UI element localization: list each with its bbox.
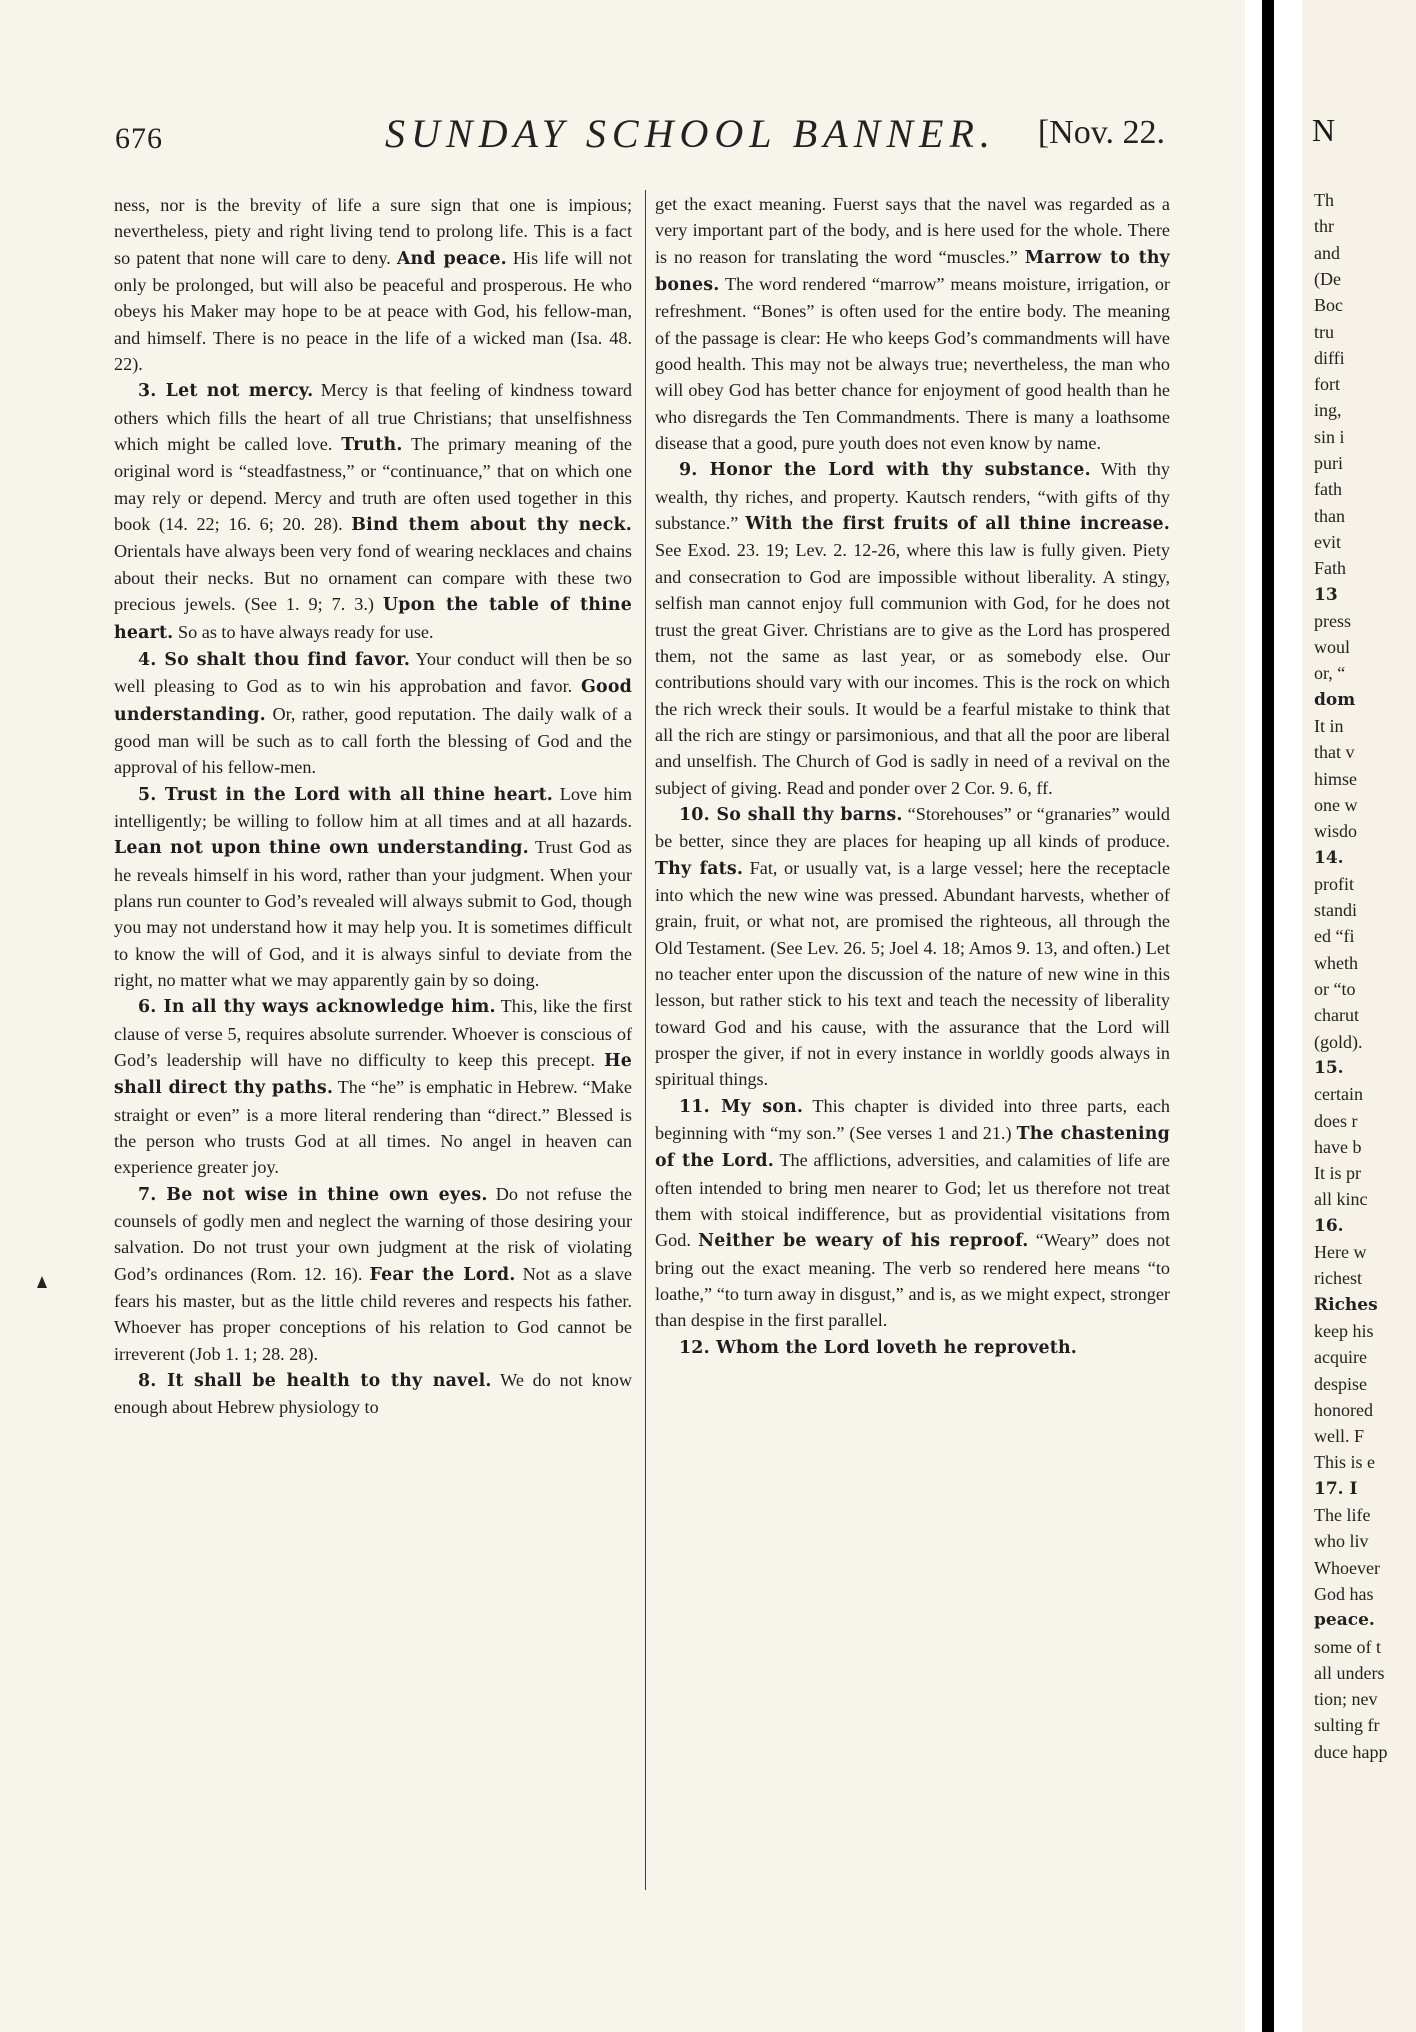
facing-page-line: 13	[1314, 584, 1338, 605]
facing-page-line: sin i	[1314, 426, 1345, 447]
verse-heading: Neither be weary of his reproof.	[698, 1231, 1029, 1252]
commentary-text: ness, nor is the brevity of life a sure sign that one is impious; nevertheless, piety and right living tend to prolong life. This is a fact so patent that none will care to deny.	[114, 195, 632, 268]
commentary-text: Fat, or usually vat, is a large vessel; here the receptacle into which the new wine was pressed. Abundant harvests, whether of grain, fruit, or what not, are promised the righteous, all through the Old Testament. (See Lev. 26. 5; Joel 4. 18; Amos 9. 13, and often.) Let no teacher enter upon the discussion of the nature of new wine in this lesson, but rather stick to his text and teach the necessity of liberality toward God and his cause, with the assurance that the Lord will prosper the giver, if not in every instance in worldly goods always in spiritual things.	[655, 857, 1171, 1090]
verse-heading: Bind them about thy neck.	[351, 515, 632, 536]
right-column-paragraph	[655, 456, 1170, 800]
facing-page-line: (gold).	[1314, 1031, 1363, 1052]
facing-page-line: keep his	[1314, 1320, 1374, 1341]
issue-date: [Nov. 22.	[1037, 114, 1165, 151]
facing-page-line: The life	[1314, 1505, 1371, 1525]
commentary-text: get the exact meaning. Fuerst says that the navel was regarded as a very important part of the body, and is here used for the whole. There is no reason for translating the word “muscles.”	[655, 194, 1170, 267]
facing-page-line: or, “	[1314, 663, 1346, 684]
facing-page-line: Riches	[1314, 1294, 1378, 1315]
facing-page-line: does r	[1314, 1110, 1358, 1131]
commentary-text: Do not refuse the counsels of godly men and neglect the warning of those desiring your salvation. Do not trust your own judgment at the risk of violating God’s ordinances (Rom. 12. 16).	[114, 1183, 632, 1284]
verse-heading: The chastening of the Lord.	[655, 1124, 1171, 1172]
facing-page-line: duce happ	[1314, 1741, 1388, 1762]
verse-heading: With the first fruits of all thine increase.	[745, 514, 1170, 535]
verse-heading: He shall direct thy paths.	[114, 1051, 632, 1099]
facing-page-line: charut	[1314, 1005, 1359, 1026]
facing-page-line: himse	[1314, 768, 1357, 789]
page-number: 676	[115, 122, 163, 155]
commentary-text: “Weary” does not bring out the exact meaning. The verb so rendered here means “to loathe,” “to turn away in disgust,” and is, as we might expect, stronger than despise in the first parallel.	[655, 1230, 1170, 1331]
facing-page-line: or “to	[1314, 979, 1356, 999]
left-column-paragraph	[114, 1181, 632, 1367]
facing-page-line: wisdo	[1314, 821, 1358, 842]
facing-page-line: evit	[1314, 531, 1341, 552]
facing-page-line: and	[1314, 242, 1340, 263]
facing-page-line: This is e	[1314, 1452, 1375, 1473]
margin-mark-icon	[37, 1276, 47, 1288]
facing-page-line: woul	[1314, 637, 1350, 658]
commentary-text: “Storehouses” or “granaries” would be better, since they are places for heaping up all kinds of produce.	[655, 803, 1170, 852]
facing-page-line: standi	[1314, 900, 1357, 921]
facing-page-line: despise	[1314, 1373, 1367, 1394]
facing-page-line: wheth	[1314, 952, 1358, 973]
facing-page-header: N	[1312, 112, 1336, 148]
verse-heading: Good understanding.	[114, 677, 632, 725]
verse-heading: Truth.	[341, 435, 403, 456]
commentary-text: The word rendered “marrow” means moisture, irrigation, or refreshment. “Bones” is often used for the entire body. The meaning of the passage is clear: He who keeps God’s commandments will have good health. This may not be always true; nevertheless, the man who will obey God has better chance for enjoyment of good health than he who disregards the Ten Commandments. There is many a loathsome disease that a good, pure youth does not even know by name.	[655, 274, 1170, 454]
commentary-text: The “he” is emphatic in Hebrew. “Make straight or even” is a more literal rendering than “direct.” Blessed is the person who trusts God at all times. No angel in heaven can experience greater joy.	[114, 1077, 632, 1178]
facing-page-line: Fath	[1314, 558, 1347, 579]
verse-heading: 10. So shall thy barns.	[679, 804, 903, 825]
right-text-column	[655, 191, 1170, 1361]
facing-page-line: thr	[1314, 216, 1334, 237]
left-column-paragraph	[114, 192, 632, 377]
commentary-text: With thy wealth, thy riches, and property. Kautsch renders, “with gifts of thy substance.”	[655, 459, 1170, 534]
facing-page-line: Here w	[1314, 1242, 1367, 1262]
verse-heading: Lean not upon thine own understanding.	[114, 838, 529, 859]
facing-page-line: 16.	[1314, 1215, 1344, 1236]
facing-page-line: fort	[1314, 374, 1340, 395]
facing-page-line: some of t	[1314, 1636, 1381, 1657]
left-column-paragraph	[114, 781, 632, 994]
right-column-paragraph	[655, 801, 1170, 1093]
facing-page-line: It in	[1314, 716, 1344, 736]
facing-page-line: well. F	[1314, 1426, 1365, 1447]
verse-heading: Fear the Lord.	[369, 1264, 516, 1285]
facing-page-line: ed “fi	[1314, 926, 1355, 947]
right-column-paragraph	[655, 1334, 1170, 1361]
facing-page-line: dom	[1314, 689, 1356, 710]
verse-heading: 8. It shall be health to thy navel.	[138, 1371, 492, 1392]
commentary-text: We do not know enough about Hebrew physiology to	[114, 1370, 633, 1418]
verse-heading: 12. Whom the Lord loveth he reproveth.	[679, 1337, 1078, 1358]
verse-heading: 7. Be not wise in thine own eyes.	[138, 1184, 488, 1205]
left-column-paragraph	[114, 377, 632, 645]
verse-heading: 6. In all thy ways acknowledge him.	[138, 997, 496, 1018]
facing-page-line: tru	[1314, 321, 1334, 342]
facing-page-line: acquire	[1314, 1347, 1367, 1368]
right-column-paragraph	[655, 1093, 1170, 1334]
publication-title: SUNDAY SCHOOL BANNER.	[385, 111, 996, 156]
facing-page-line: 14.	[1314, 847, 1344, 868]
facing-page-line: Boc	[1314, 295, 1343, 316]
facing-page-line: that v	[1314, 742, 1355, 763]
facing-page-line: one w	[1314, 794, 1358, 815]
facing-page-line: 15.	[1314, 1057, 1344, 1078]
facing-page-line: Th	[1314, 190, 1334, 210]
verse-heading: 11. My son.	[679, 1096, 804, 1117]
facing-page-line: than	[1314, 505, 1345, 526]
facing-page-line: 17. I	[1314, 1478, 1358, 1499]
left-column-paragraph	[114, 646, 632, 781]
commentary-text: Mercy is that feeling of kindness toward others which fills the heart of all true Christians; that unselfishness which might be called love.	[114, 380, 632, 455]
facing-page-line: honored	[1314, 1399, 1373, 1420]
facing-page-line: It is pr	[1314, 1163, 1361, 1184]
verse-heading: Marrow to thy bones.	[655, 247, 1170, 296]
facing-page-line: Whoever	[1314, 1557, 1380, 1578]
facing-page-line: sulting fr	[1314, 1715, 1380, 1736]
page-gutter	[1245, 0, 1305, 2032]
facing-page	[1302, 0, 1416, 2032]
commentary-text: So as to have always ready for use.	[173, 621, 434, 642]
left-column-paragraph	[114, 993, 632, 1180]
verse-heading: Thy fats.	[655, 858, 744, 879]
commentary-text: His life will not only be prolonged, but will also be peaceful and prosperous. He who obeys his Maker may hope to be at peace with God, his fellow-man, and himself. There is no peace in the life of a wicked man (Isa. 48. 22).	[114, 247, 632, 375]
commentary-text: Trust God as he reveals himself in his word, rather than your judgment. When your plans run counter to God’s revealed will always submit to God, though you may not understand how it may help you. It is sometimes difficult to know the will of God, and it is always sinful to deviate from the right, no matter what we may apparently gain by so doing.	[114, 837, 632, 990]
commentary-text: Orientals have always been very fond of wearing necklaces and chains about their necks. But no ornament can compare with these two precious jewels. (See 1. 9; 7. 3.)	[114, 541, 632, 615]
facing-page-line: tion; nev	[1314, 1689, 1378, 1710]
facing-page-line: all unders	[1314, 1662, 1385, 1683]
left-column-paragraph	[114, 1367, 632, 1421]
page-header	[115, 96, 1165, 156]
right-column-paragraph	[655, 191, 1170, 456]
column-rule	[645, 190, 646, 1890]
verse-heading: 9. Honor the Lord with thy substance.	[679, 460, 1091, 481]
facing-page-line: peace.	[1314, 1610, 1375, 1631]
commentary-text: Not as a slave fears his master, but as the little child reveres and respects his father. Whoever has proper conceptions of his relation to God cannot be irreverent (Job 1. 1; 28. 28).	[114, 1263, 633, 1364]
facing-page-line: ing,	[1314, 400, 1342, 421]
commentary-text: Love him intelligently; be willing to follow him at all times and at all hazards.	[114, 783, 633, 831]
left-text-column	[114, 192, 632, 1421]
facing-page-line: all kinc	[1314, 1189, 1368, 1210]
commentary-text: The afflictions, adversities, and calamities of life are often intended to bring men nearer to God; let us therefore not treat them with stoical indifference, but as providential visitations from God.	[655, 1150, 1170, 1251]
facing-page-line: who liv	[1314, 1531, 1369, 1552]
verse-heading: 4. So shalt thou find favor.	[138, 649, 411, 670]
facing-page-line: puri	[1314, 453, 1343, 473]
facing-page-line: diffi	[1314, 347, 1345, 368]
facing-page-line: profit	[1314, 873, 1354, 894]
commentary-text: See Exod. 23. 19; Lev. 2. 12-26, where this law is fully given. Piety and consecration to God are impossible without liberality. A stingy, selfish man cannot enjoy full communion with God, for he does not trust the great Giver. Christians are to give as the Lord has prospered them, not the same as last year, or as somebody else. Our contributions should vary with our incomes. This is the rock on which the rich wreck their souls. It would be a fearful mistake to think that all the rich are stingy or parsimonious, and that all the poor are liberal and unselfish. The Church of God is sadly in need of a revival on the subject of giving. Read and ponder over 2 Cor. 9. 6, ff.	[655, 540, 1170, 798]
facing-page-line: fath	[1314, 479, 1342, 500]
commentary-text: Or, rather, good reputation. The daily walk of a good man will be such as to call forth the blessing of God and the approval of his fellow-men.	[114, 703, 632, 778]
commentary-text: The primary meaning of the original word is “steadfastness,” or “continuance,” that on which one may rely or depend. Mercy and truth are often used together in this book (14. 22; 16. 6; 20. 28).	[114, 434, 632, 535]
facing-page-line: God has	[1314, 1583, 1374, 1604]
book-binding	[1262, 0, 1274, 2032]
commentary-text: This, like the first clause of verse 5, requires absolute surrender. Whoever is conscious of God’s leadership will have no difficulty to keep this precept.	[114, 996, 633, 1070]
verse-heading: Upon the table of thine heart.	[114, 595, 632, 643]
facing-page-line: certain	[1314, 1084, 1363, 1105]
facing-page-line: press	[1314, 610, 1351, 631]
commentary-text: This chapter is divided into three parts, each beginning with “my son.” (See verses 1 and 21.)	[655, 1095, 1170, 1144]
facing-page-line: (De	[1314, 268, 1341, 289]
facing-page-line: richest	[1314, 1268, 1362, 1289]
verse-heading: 3. Let not mercy.	[138, 381, 314, 402]
facing-page-line: have b	[1314, 1136, 1362, 1157]
commentary-text: Your conduct will then be so well pleasing to God as to win his approbation and favor.	[114, 648, 632, 697]
verse-heading: And peace.	[396, 248, 507, 269]
verse-heading: 5. Trust in the Lord with all thine heart.	[138, 784, 554, 805]
